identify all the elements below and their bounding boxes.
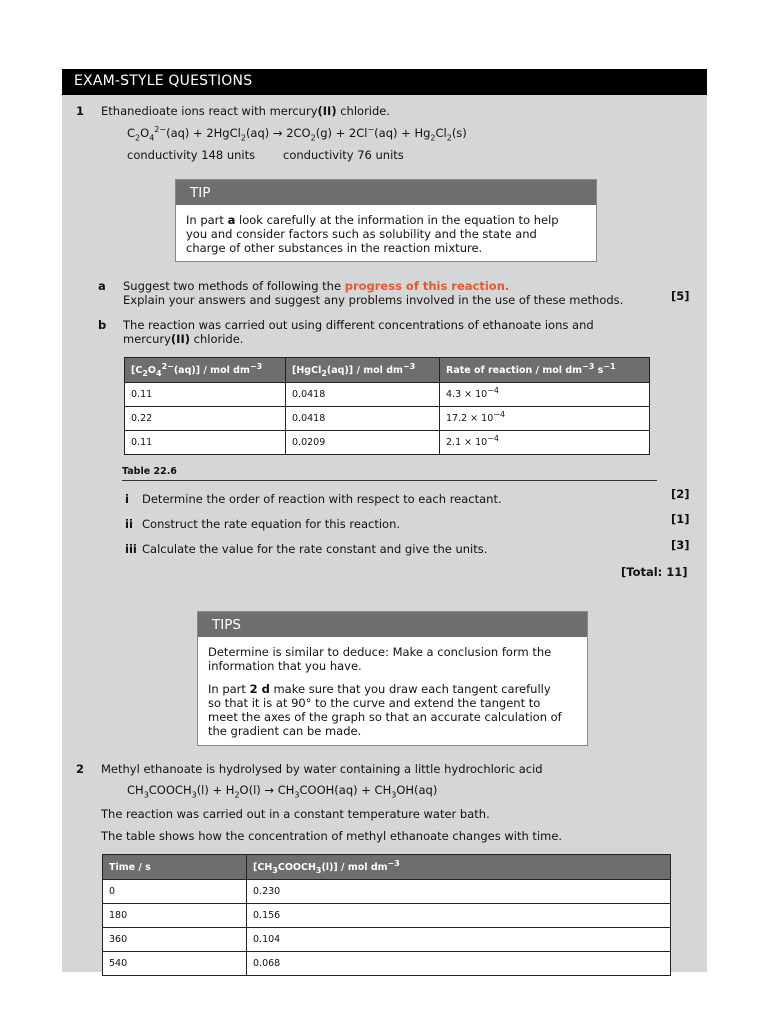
tip-body: In part a look carefully at the information in the equation to help you and consider factors such as solubility and the state and charge of other substances in the reaction mixture. [186, 213, 559, 255]
part-a-line1: Suggest two methods of following the progress of this reaction. [123, 279, 510, 293]
table-cell: 0.068 [247, 952, 671, 976]
table-cell: 0.22 [125, 407, 286, 431]
table-row [103, 928, 671, 952]
table-cell: 0.156 [247, 904, 671, 928]
table-cell: 0.104 [247, 928, 671, 952]
table-row [125, 383, 650, 407]
sub-iii-text: Calculate the value for the rate constant and give the units. [142, 542, 488, 556]
table-cell: 540 [103, 952, 247, 976]
tips-box [197, 611, 588, 746]
table-header-row [103, 855, 671, 880]
part-b-line2: mercury(II) chloride. [123, 332, 244, 346]
table-row [103, 952, 671, 976]
rate-data-table [124, 357, 650, 455]
hydrolysis-equation: $CH_3COOCH_3(l) + H_2O(l)$ → $CH_3COOH(aq) + CH_3OH(aq)$ [127, 783, 438, 800]
table-row [125, 407, 650, 431]
sub-iii-label: iii [125, 542, 137, 556]
table-caption: Table 22.6 [122, 466, 177, 477]
table-cell: 0.230 [247, 880, 671, 904]
header-ethanedioate: $[C_2O_4^{2-}(aq)]$ / mol $dm^{-3}$ [125, 358, 286, 383]
sub-iii-marks: [3] [671, 538, 690, 552]
table-intro-text: The table shows how the concentration of methyl ethanoate changes with time. [101, 829, 563, 843]
part-b-label: b [98, 318, 107, 332]
question-number: 2 [76, 762, 85, 776]
table-cell: $17.2 \times 10^{-4}$ [440, 407, 650, 431]
sub-ii-marks: [1] [671, 512, 690, 526]
tip-title: TIP [176, 180, 596, 205]
total-marks: [Total: 11] [621, 565, 688, 579]
table-cell: 360 [103, 928, 247, 952]
conductivity-left: conductivity 148 units [127, 148, 256, 162]
part-a-line2: Explain your answers and suggest any problems involved in the use of these methods. [123, 293, 624, 307]
question-intro: Methyl ethanoate is hydrolysed by water containing a little hydrochloric acid [101, 762, 543, 776]
table-cell: 180 [103, 904, 247, 928]
header-hgcl2: [HgCl$_2$(aq)] / mol $dm^{-3}$ [286, 358, 440, 383]
concentration-table [102, 854, 671, 976]
header-time: Time / s [103, 855, 247, 880]
sub-i-label: i [125, 492, 129, 506]
table-cell: 0 [103, 880, 247, 904]
water-bath-text: The reaction was carried out in a constant temperature water bath. [101, 807, 490, 821]
conductivity-right: conductivity 76 units [283, 148, 404, 162]
tips-title: TIPS [198, 612, 587, 637]
section-header [62, 69, 707, 95]
table-cell: $4.3 \times 10^{-4}$ [440, 383, 650, 407]
tip-box [175, 179, 597, 262]
table-header-row [125, 358, 650, 383]
part-a-marks: [5] [671, 289, 690, 303]
question-intro: Ethanedioate ions react with mercury(II) chloride. [101, 104, 391, 118]
table-cell: 0.11 [125, 383, 286, 407]
sub-ii-label: ii [125, 517, 133, 531]
table-row [125, 431, 650, 455]
part-b-line1: The reaction was carried out using different concentrations of ethanoate ions and [123, 318, 594, 332]
part-a-label: a [98, 279, 106, 293]
reaction-equation: $C_2O_4^{2-}(aq)$ + 2HgCl$_2$(aq) → $2CO_2(g) + 2Cl^-(aq) + Hg_2Cl_2(s)$ [127, 125, 467, 143]
table-cell: $2.1 \times 10^{-4}$ [440, 431, 650, 455]
table-cell: 0.11 [125, 431, 286, 455]
sub-i-text: Determine the order of reaction with respect to each reactant. [142, 492, 502, 506]
header-concentration: $[CH_3COOCH_3(l)]$ / mol $dm^{-3}$ [247, 855, 671, 880]
table-cell: 0.0418 [286, 407, 440, 431]
caption-rule [122, 480, 657, 481]
sub-i-marks: [2] [671, 487, 690, 501]
question-number: 1 [76, 104, 85, 118]
table-row [103, 904, 671, 928]
section-title: EXAM-STYLE QUESTIONS [74, 73, 253, 89]
table-cell: 0.0209 [286, 431, 440, 455]
table-cell: 0.0418 [286, 383, 440, 407]
tips-body: Determine is similar to deduce: Make a conclusion form the information that you have. In part 2 d make sure that you draw each tangent carefully so that it is at 90° to the curve and extend the tangent to meet the axes of the graph so that an accurate calculation of the gradient can be made. [208, 645, 562, 738]
sub-ii-text: Construct the rate equation for this reaction. [142, 517, 401, 531]
table-row [103, 880, 671, 904]
header-rate: Rate of reaction / mol $dm^{-3}$ $s^{-1}$ [440, 358, 650, 383]
